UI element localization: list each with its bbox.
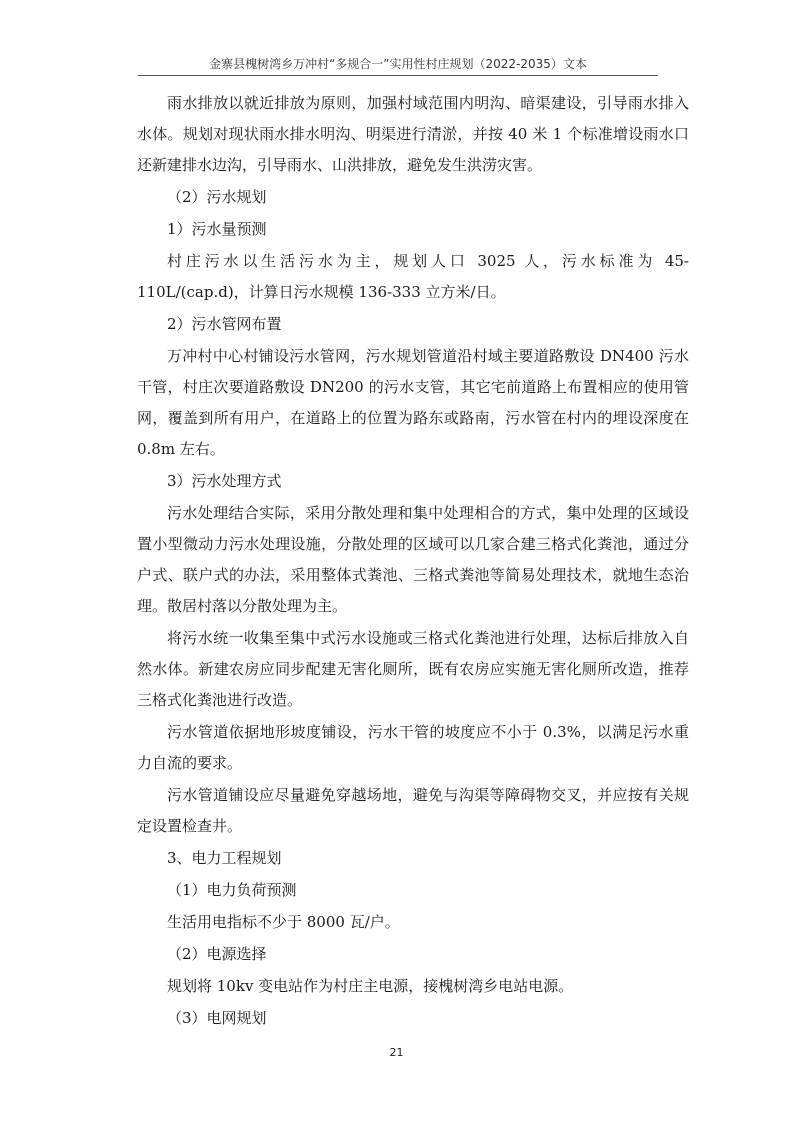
heading-power-planning: 3、电力工程规划	[167, 849, 282, 867]
paragraph-sewage-slope: 污水管道依据地形坡度铺设，污水干管的坡度应不小于 0.3%，以满足污水重力自流的要求。	[137, 723, 689, 772]
heading-power-load: （1）电力负荷预测	[167, 881, 297, 899]
running-header: 金寨县槐树湾乡万冲村“多规合一”实用性村庄规划（2022-2035）文本	[209, 57, 587, 71]
heading-sewage-network: 2）污水管网布置	[167, 315, 282, 333]
paragraph-sewage-routing: 污水管道铺设应尽量避免穿越场地，避免与沟渠等障碍物交叉，并应按有关规定设置检查井。	[137, 786, 689, 835]
heading-sewage-treatment: 3）污水处理方式	[167, 472, 282, 490]
heading-sewage-planning: （2）污水规划	[167, 188, 267, 206]
header-divider	[138, 75, 658, 76]
paragraph-rainwater: 雨水排放以就近排放为原则，加强村域范围内明沟、暗渠建设，引导雨水排入水体。规划对现状雨水排水明沟、明渠进行清淤，并按 40 米 1 个标准增设雨水口还新建排水边沟，引导雨水、山洪排放，避免发生洪涝灾害。	[137, 94, 689, 174]
paragraph-power-source: 规划将 10kv 变电站作为村庄主电源，接槐树湾乡电站电源。	[167, 977, 574, 995]
heading-power-source: （2）电源选择	[167, 945, 267, 963]
paragraph-sewage-forecast: 村庄污水以生活污水为主，规划人口 3025 人，污水标准为 45-110L/(cap.d)，计算日污水规模 136-333 立方米/日。	[137, 252, 689, 301]
paragraph-power-load: 生活用电指标不少于 8000 瓦/户。	[167, 913, 400, 931]
heading-power-grid: （3）电网规划	[167, 1009, 267, 1027]
paragraph-sewage-collection: 将污水统一收集至集中式污水设施或三格式化粪池进行处理，达标后排放入自然水体。新建农房应同步配建无害化厕所，既有农房应实施无害化厕所改造，推荐三格式化粪池进行改造。	[137, 629, 689, 709]
main-content	[137, 88, 689, 1035]
heading-sewage-forecast: 1）污水量预测	[167, 220, 267, 238]
paragraph-sewage-network: 万冲村中心村铺设污水管网，污水规划管道沿村域主要道路敷设 DN400 污水干管，村庄次要道路敷设 DN200 的污水支管，其它宅前道路上布置相应的使用管网，覆盖到所有用户，在道路上的位置为路东或路南，污水管在村内的埋设深度在 0.8m 左右。	[137, 347, 689, 458]
page-number: 21	[389, 1046, 404, 1059]
paragraph-sewage-treatment: 污水处理结合实际，采用分散处理和集中处理相合的方式，集中处理的区域设置小型微动力污水处理设施，分散处理的区域可以几家合建三格式化粪池，通过分户式、联户式的办法，采用整体式粪池、三格式粪池等简易处理技术，就地生态治理。散居村落以分散处理为主。	[137, 504, 689, 615]
